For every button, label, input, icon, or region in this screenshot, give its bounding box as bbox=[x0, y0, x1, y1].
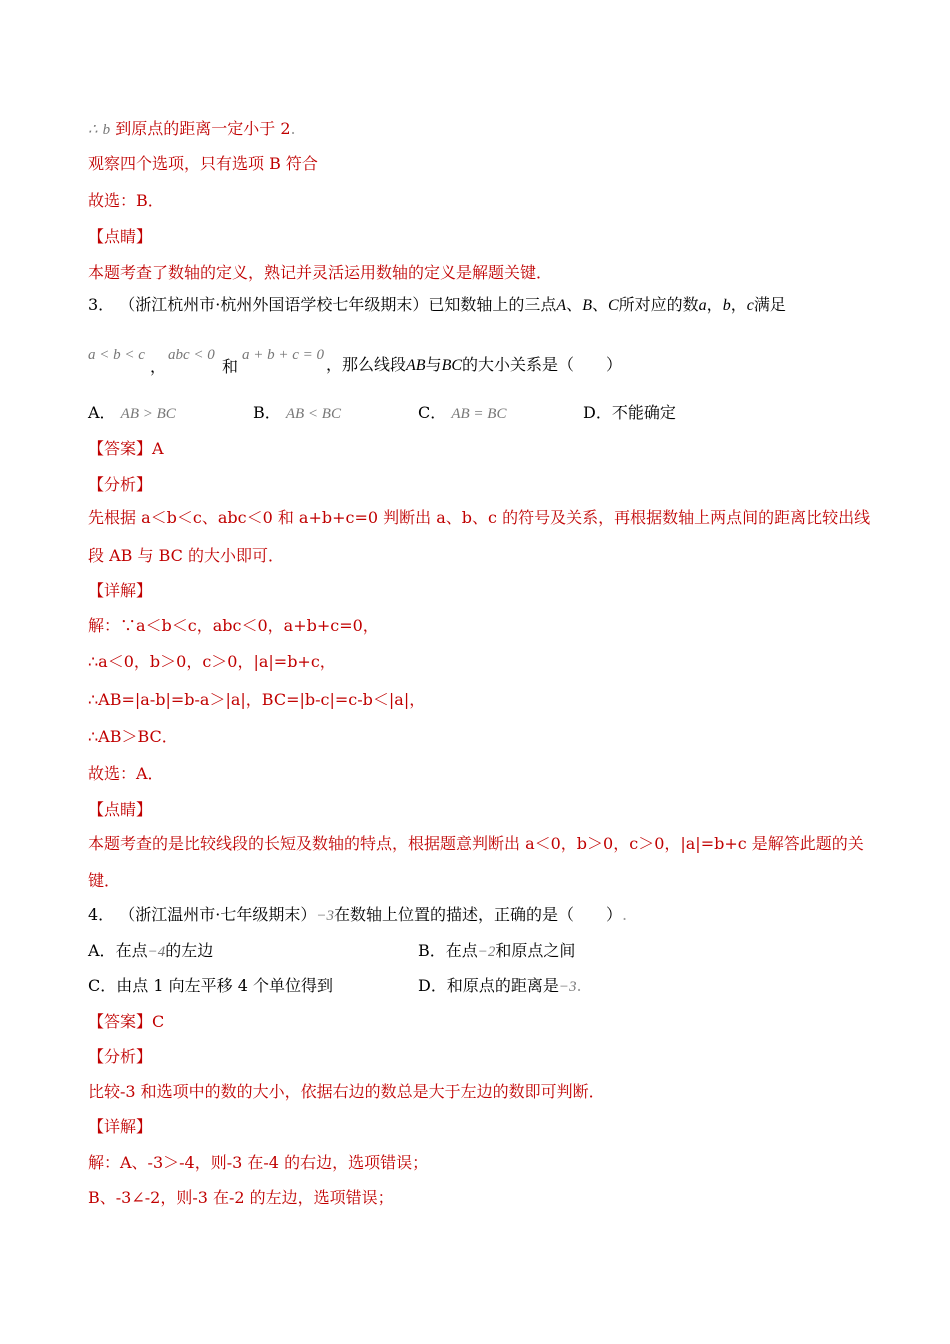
q3-stem-a: 已知数轴上的三点 bbox=[428, 295, 557, 314]
prev-conclusion: ∴ b 到原点的距离一定小于 2. bbox=[88, 119, 296, 138]
q4-answer-value: C bbox=[152, 1012, 165, 1031]
q4-option-b-pre: 在点 bbox=[445, 941, 478, 960]
q3-detail-4: ∴AB＞BC． bbox=[88, 727, 178, 746]
q3-stem-line1 bbox=[88, 294, 786, 317]
q3-condition-1 bbox=[88, 343, 145, 366]
q3-stem-line2 bbox=[326, 354, 622, 377]
q4-option-d-pre: 和原点的距离是 bbox=[446, 976, 559, 995]
q3-stem-c: 满足 bbox=[753, 295, 786, 314]
q3-comma-after-cond1: ， bbox=[150, 357, 167, 376]
q3-option-d bbox=[583, 402, 676, 424]
q4-answer-label: 【答案】 bbox=[88, 1012, 153, 1031]
q3-sep2: 、 bbox=[591, 295, 608, 314]
q3-option-c-label: C． bbox=[418, 403, 447, 422]
q3-choose: 故选：A． bbox=[88, 764, 164, 783]
q3-option-a bbox=[88, 402, 176, 425]
q4-detail-1: 解：A、-3＞-4，则-3 在-4 的右边，选项错误； bbox=[88, 1153, 429, 1172]
therefore-symbol: ∴ bbox=[88, 122, 98, 138]
var-b: b bbox=[102, 122, 111, 138]
q3-seg-ab: AB bbox=[406, 357, 426, 374]
q3-stem-e: 的大小关系是（ ） bbox=[462, 355, 623, 374]
prev-observe: 观察四个选项，只有选项 B 符合 bbox=[88, 154, 318, 173]
q3-var-c: c bbox=[746, 297, 754, 314]
q3-option-a-math: AB > BC bbox=[120, 406, 176, 422]
q3-option-b-label: B． bbox=[253, 403, 281, 422]
q3-option-c bbox=[418, 402, 506, 425]
q3-comment-2: 键． bbox=[88, 871, 121, 890]
q3-var-a: a bbox=[698, 297, 707, 314]
q3-detail-label: 【详解】 bbox=[88, 581, 153, 600]
q3-option-c-math: AB = BC bbox=[451, 406, 507, 422]
q3-answer-label: 【答案】 bbox=[88, 439, 153, 458]
q3-answer-value: A bbox=[152, 439, 164, 458]
q4-option-d-math: −3 bbox=[558, 979, 577, 995]
q3-option-d-label: D． bbox=[583, 403, 612, 422]
q3-and: 和 bbox=[222, 357, 239, 376]
q3-analysis-2: 段 AB 与 BC 的大小即可． bbox=[88, 546, 284, 565]
q3-cond3-math: a + b + c = 0 bbox=[242, 347, 325, 363]
q3-analysis-label: 【分析】 bbox=[88, 475, 153, 494]
q3-cond2-math: abc < 0 bbox=[168, 347, 215, 363]
q4-option-b bbox=[418, 940, 575, 963]
q4-answer bbox=[88, 1011, 164, 1033]
q4-option-a-post: 的左边 bbox=[165, 941, 214, 960]
q3-with: 与 bbox=[425, 355, 442, 374]
q3-detail-3: ∴AB=|a-b|=b-a＞|a|，BC=|b-c|=c-b＜|a|， bbox=[88, 690, 426, 709]
q4-option-b-math: −2 bbox=[477, 944, 496, 960]
q3-detail-2: ∴a＜0，b＞0，c＞0，|a|=b+c， bbox=[88, 652, 336, 671]
q4-neg3-math: −3 bbox=[316, 908, 334, 924]
prev-comment-text: 本题考查了数轴的定义，熟记并灵活运用数轴的定义是解题关键． bbox=[88, 263, 553, 282]
q4-source: （浙江温州市·七年级期末） bbox=[119, 905, 317, 924]
q3-cond1-math: a < b < c bbox=[88, 347, 145, 363]
q4-option-c bbox=[88, 975, 333, 997]
q3-comment-1: 本题考查的是比较线段的长短及数轴的特点，根据题意判断出 a＜0，b＞0，c＞0，|a|=b+c 是解答此题的关 bbox=[88, 834, 864, 853]
q4-option-a bbox=[88, 940, 213, 963]
q4-option-a-label: A． bbox=[88, 941, 116, 960]
q4-option-d-label: D． bbox=[418, 976, 447, 995]
q4-detail-label: 【详解】 bbox=[88, 1117, 153, 1136]
q3-detail-1: 解：∵a＜b＜c，abc＜0，a+b+c=0， bbox=[88, 616, 379, 635]
q3-stem-d: ，那么线段 bbox=[326, 355, 407, 374]
prev-choose: 故选：B． bbox=[88, 191, 164, 210]
q3-comma1: ， bbox=[706, 295, 723, 314]
q4-stem-text: 在数轴上位置的描述，正确的是（ ） bbox=[334, 905, 623, 924]
q3-option-a-label: A． bbox=[88, 403, 116, 422]
q3-var-b: b bbox=[722, 297, 731, 314]
q3-condition-3 bbox=[242, 343, 324, 366]
q4-option-a-pre: 在点 bbox=[115, 941, 148, 960]
q3-seg-bc: BC bbox=[441, 357, 463, 374]
q4-option-b-post: 和原点之间 bbox=[495, 941, 576, 960]
q4-stem: 4． （浙江温州市·七年级期末）−3在数轴上位置的描述，正确的是（ ）. bbox=[88, 905, 628, 924]
q4-option-c-text: 由点 1 向左平移 4 个单位得到 bbox=[116, 976, 333, 995]
q3-comment-label: 【点睛】 bbox=[88, 800, 153, 819]
q3-condition-2 bbox=[168, 343, 215, 366]
q3-answer bbox=[88, 438, 164, 460]
q4-option-c-label: C． bbox=[88, 976, 117, 995]
q3-sep1: 、 bbox=[566, 295, 583, 314]
q3-source: （浙江杭州市·杭州外国语学校七年级期末） bbox=[119, 295, 429, 314]
q3-option-d-text: 不能确定 bbox=[611, 403, 676, 422]
prev-comment-label: 【点睛】 bbox=[88, 227, 153, 246]
q4-analysis-label: 【分析】 bbox=[88, 1047, 153, 1066]
q4-detail-2: B、-3∠-2，则-3 在-2 的左边，选项错误； bbox=[88, 1188, 394, 1207]
prev-conclusion-text: 到原点的距离一定小于 2 bbox=[115, 119, 291, 138]
q3-point-b: B bbox=[582, 297, 592, 314]
q3-stem-b: 所对应的数 bbox=[618, 295, 699, 314]
q3-analysis-1: 先根据 a＜b＜c、abc＜0 和 a+b+c=0 判断出 a、b、c 的符号及关系，再根据数轴上两点间的距离比较出线 bbox=[88, 508, 871, 527]
q3-point-a: A bbox=[556, 297, 567, 314]
q4-option-d: D．和原点的距离是−3. bbox=[418, 976, 582, 995]
q3-number: 3． bbox=[88, 295, 115, 314]
q3-option-b-math: AB < BC bbox=[285, 406, 341, 422]
q3-point-c: C bbox=[607, 297, 619, 314]
q4-option-a-math: −4 bbox=[147, 944, 166, 960]
q3-comma2: ， bbox=[730, 295, 747, 314]
q4-option-b-label: B． bbox=[418, 941, 446, 960]
q3-option-b bbox=[253, 402, 341, 425]
q4-analysis: 比较-3 和选项中的数的大小，依据右边的数总是大于左边的数即可判断． bbox=[88, 1082, 605, 1101]
q4-number: 4． bbox=[88, 905, 115, 924]
